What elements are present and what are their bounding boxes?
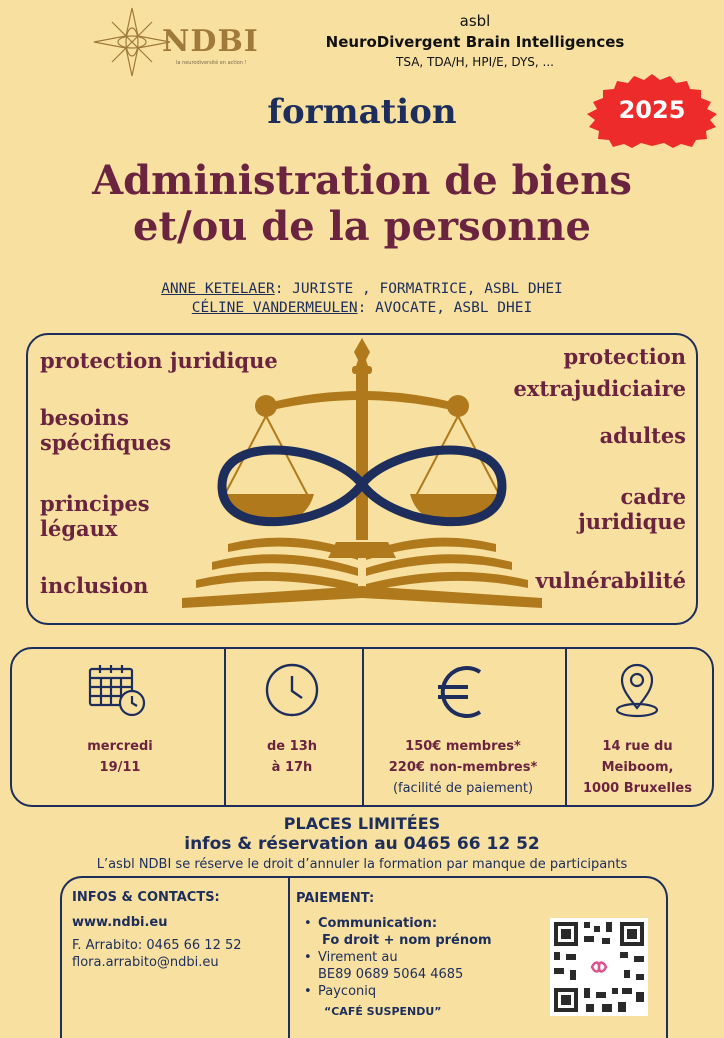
divider bbox=[224, 649, 226, 805]
cafe-suspendu: “CAFÉ SUSPENDU” bbox=[324, 1005, 442, 1018]
calendar-icon bbox=[86, 663, 150, 719]
places-limited: PLACES LIMITÉES bbox=[283, 814, 441, 833]
title-line-2: et/ou de la personne bbox=[133, 203, 591, 250]
trainers bbox=[0, 280, 724, 318]
contact-phone: F. Arrabito: 0465 66 12 52 bbox=[72, 938, 242, 953]
date-day: mercredi bbox=[87, 739, 153, 754]
price-info bbox=[362, 736, 564, 799]
star-logo-icon bbox=[92, 6, 172, 78]
payment-iban: BE89 0689 5064 4685 bbox=[318, 967, 464, 982]
location-pin-icon bbox=[612, 662, 662, 722]
page-title bbox=[0, 158, 724, 250]
reservation-info: infos & réservation au 0465 66 12 52 bbox=[184, 834, 540, 854]
payment-item bbox=[296, 983, 546, 1000]
date-info bbox=[20, 736, 220, 778]
location-city: 1000 Bruxelles bbox=[583, 781, 692, 796]
location-street-name: Meiboom, bbox=[601, 760, 674, 775]
trainer-1 bbox=[0, 280, 724, 299]
contact-email[interactable]: flora.arrabito@ndbi.eu bbox=[72, 955, 219, 970]
year-badge-text: 2025 bbox=[618, 96, 686, 124]
euro-icon bbox=[432, 662, 492, 722]
time-end: à 17h bbox=[271, 760, 313, 775]
contacts-heading: INFOS & CONTACTS: bbox=[72, 890, 220, 905]
contacts-section bbox=[72, 890, 282, 970]
trainer-1-role: : JURISTE , FORMATRICE, ASBL DHEI bbox=[274, 281, 563, 297]
qr-code[interactable] bbox=[550, 918, 648, 1016]
trainer-2-role: : AVOCATE, ASBL DHEI bbox=[357, 300, 533, 316]
bullet-icon: • bbox=[304, 916, 312, 931]
org-conditions: TSA, TDA/H, HPI/E, DYS, ... bbox=[396, 55, 554, 69]
topic-adultes: adultes bbox=[599, 423, 686, 448]
topic-inclusion: inclusion bbox=[40, 573, 149, 598]
topic-vulnerabilite: vulnérabilité bbox=[535, 568, 686, 593]
payment-transfer: Virement au bbox=[318, 950, 398, 965]
trainer-2-name: CÉLINE VANDERMEULEN bbox=[191, 300, 358, 316]
topic-principes-legaux: principes légaux bbox=[40, 491, 150, 541]
time-info bbox=[224, 736, 360, 778]
topic-protection-extrajudiciaire: protection extrajudiciaire bbox=[513, 344, 686, 401]
asbl-label: asbl bbox=[459, 12, 491, 30]
date-value: 19/11 bbox=[99, 760, 141, 775]
payment-heading: PAIEMENT: bbox=[296, 891, 375, 906]
org-name: NeuroDivergent Brain Intelligences bbox=[325, 33, 625, 51]
price-facility: (facilité de paiement) bbox=[392, 781, 534, 796]
topic-cadre-juridique: cadre juridique bbox=[578, 484, 686, 534]
trainer-1-name: ANNE KETELAER bbox=[161, 281, 275, 297]
logo-text: NDBI bbox=[162, 24, 259, 59]
divider bbox=[288, 878, 290, 1038]
price-non-members: 220€ non-membres* bbox=[388, 760, 538, 775]
trainer-2 bbox=[0, 299, 724, 318]
price-members: 150€ membres* bbox=[405, 739, 521, 754]
bullet-icon: • bbox=[304, 984, 312, 999]
payment-communication-detail: Fo droit + nom prénom bbox=[322, 933, 492, 948]
org-info bbox=[300, 12, 650, 69]
payment-communication: Communication: bbox=[318, 916, 438, 931]
logo bbox=[92, 6, 262, 78]
formation-label: formation bbox=[267, 92, 457, 132]
location-street: 14 rue du bbox=[602, 739, 673, 754]
topic-besoins-specifiques: besoins spécifiques bbox=[40, 405, 172, 455]
clock-icon bbox=[262, 660, 322, 720]
title-line-1: Administration de biens bbox=[92, 157, 632, 204]
location-info bbox=[565, 736, 710, 799]
payment-item bbox=[296, 915, 546, 949]
topic-protection-juridique: protection juridique bbox=[40, 348, 278, 373]
time-start: de 13h bbox=[267, 739, 317, 754]
disclaimer: L’asbl NDBI se réserve le droit d’annuler la formation par manque de participants bbox=[96, 857, 628, 872]
logo-tagline: la neurodiversité en action ! bbox=[176, 60, 247, 66]
payment-payconiq: Payconiq bbox=[318, 984, 377, 999]
payment-section bbox=[296, 890, 546, 1020]
website-link[interactable]: www.ndbi.eu bbox=[72, 915, 168, 930]
payment-item bbox=[296, 949, 546, 983]
qr-code-icon bbox=[550, 918, 648, 1016]
bullet-icon: • bbox=[304, 950, 312, 965]
